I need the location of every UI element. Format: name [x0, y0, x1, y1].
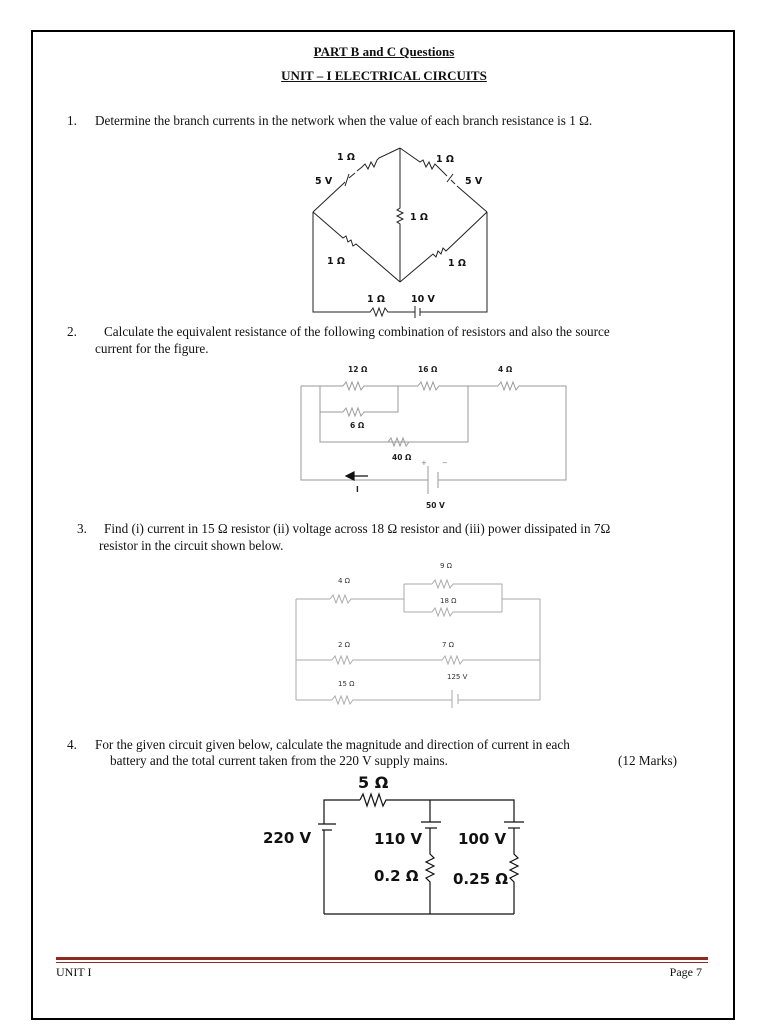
circuit-figure-4: [258, 770, 530, 918]
question-number: 3.: [77, 521, 87, 536]
fig2-label: 16 Ω: [418, 365, 438, 374]
fig2-label: 6 Ω: [350, 421, 365, 430]
question-text: Calculate the equivalent resistance of the following combination of resistors and also the source: [104, 324, 610, 339]
fig2-label: 40 Ω: [392, 453, 412, 462]
footer-rule-thin: [56, 962, 708, 963]
fig3-label: 9 Ω: [440, 562, 453, 570]
question-text: For the given circuit given below, calculate the magnitude and direction of current in each: [95, 737, 570, 752]
question-2: [67, 323, 610, 357]
fig4-label: 100 V: [458, 830, 507, 848]
circuit-figure-2: [298, 362, 570, 514]
fig4-label: 110 V: [374, 830, 423, 848]
fig1-label: 10 V: [411, 294, 435, 305]
svg-text:−: −: [442, 459, 448, 467]
question-4: [67, 736, 570, 753]
fig1-label: 1 Ω: [367, 294, 385, 305]
page-number: Page 7: [669, 965, 702, 979]
fig2-label: I: [356, 485, 359, 494]
footer-rule: [56, 957, 708, 960]
fig1-label: 1 Ω: [327, 256, 345, 267]
question-text: Find (i) current in 15 Ω resistor (ii) voltage across 18 Ω resistor and (iii) power dissipated in 7Ω: [104, 521, 611, 536]
question-text: Determine the branch currents in the network when the value of each branch resistance is 1 Ω.: [95, 113, 593, 128]
fig4-label: 0.2 Ω: [374, 867, 419, 885]
fig1-label: 5 V: [315, 176, 333, 187]
page-title: PART B and C Questions: [313, 44, 455, 59]
fig1-label: 5 V: [465, 176, 483, 187]
fig3-label: 7 Ω: [442, 641, 455, 649]
question-3: [77, 520, 610, 554]
marks-label: (12 Marks): [618, 753, 677, 768]
question-1: [67, 112, 592, 129]
question-4-line-2: [110, 752, 448, 769]
fig3-label: 15 Ω: [338, 680, 355, 688]
fig4-label: 220 V: [263, 829, 312, 847]
fig3-label: 125 V: [447, 673, 468, 681]
fig4-label: 5 Ω: [358, 773, 389, 792]
svg-text:+: +: [421, 459, 427, 467]
fig1-label: 1 Ω: [337, 152, 355, 163]
fig2-label: 4 Ω: [498, 365, 513, 374]
fig3-label: 4 Ω: [338, 577, 351, 585]
question-text: current for the figure.: [95, 341, 209, 356]
circuit-figure-3: [292, 558, 544, 708]
fig3-label: 18 Ω: [440, 597, 457, 605]
fig3-label: 2 Ω: [338, 641, 351, 649]
question-number: 1.: [67, 113, 77, 128]
footer-unit: UNIT I: [56, 965, 92, 979]
circuit-figure-1: [305, 140, 500, 318]
fig2-label: 50 V: [426, 501, 445, 510]
question-number: 2.: [67, 324, 77, 339]
question-text: resistor in the circuit shown below.: [99, 538, 284, 553]
fig1-label: 1 Ω: [448, 258, 466, 269]
fig2-label: 12 Ω: [348, 365, 368, 374]
question-text: battery and the total current taken from the 220 V supply mains.: [110, 753, 448, 768]
fig1-label: 1 Ω: [436, 154, 454, 165]
fig1-label: 1 Ω: [410, 212, 428, 223]
fig4-label: 0.25 Ω: [453, 870, 508, 888]
question-number: 4.: [67, 737, 77, 752]
page-subtitle: UNIT – I ELECTRICAL CIRCUITS: [281, 68, 487, 83]
